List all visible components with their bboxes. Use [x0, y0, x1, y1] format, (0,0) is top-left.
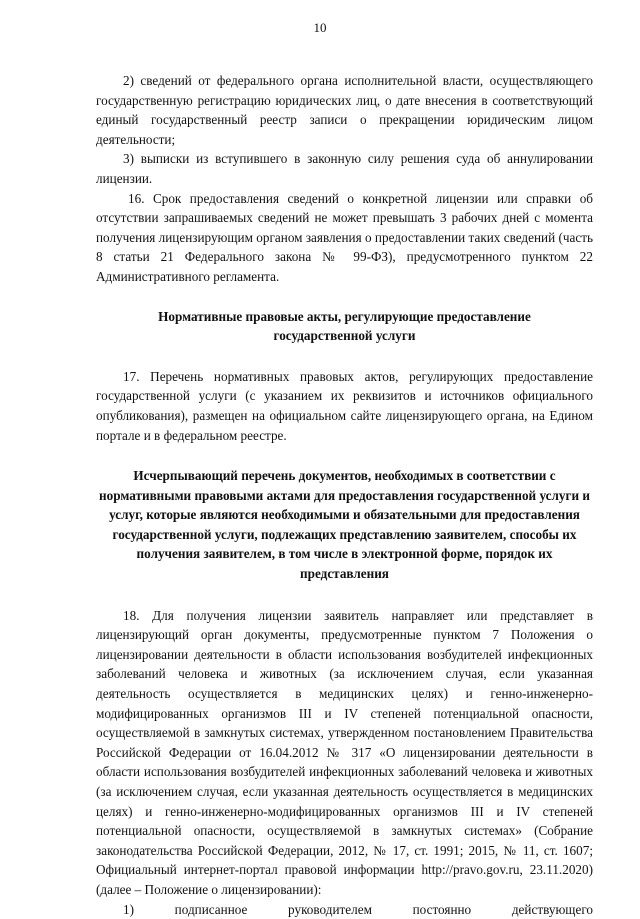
paragraph-16: 16. Срок предоставления сведений о конкретной лицензии или справки об отсутствии запрашиваемых сведений не может превышать 3 рабочих дней с момента получения лицензирующим органом заявления о предоставлении таких сведений (часть 8 статьи 21 Федерального закона № 99-ФЗ), предусмотренного пунктом 22 Административного регламента. [96, 190, 593, 284]
section-heading-documents-list: Исчерпывающий перечень документов, необходимых в соответствии с нормативными правовыми актами для предоставления государственной услуги и услуг, которые являются необходимыми и обязательными для предоставления государственной услуги, подлежащих представлению заявителем, способы их получения заявителем, в том числе в электронной форме, порядок их представления [99, 468, 590, 582]
paragraph-17: 17. Перечень нормативных правовых актов, регулирующих предоставление государственной услуги (с указанием их реквизитов и источников официального опубликования), размещен на официальном сайте лицензирующего органа, на Едином портале и в федеральном реестре. [96, 368, 593, 443]
paragraph-18-item-1: 1) подписанное руководителем постоянно действующего [123, 901, 593, 917]
page-number: 10 [313, 20, 327, 35]
paragraph-item-2: 2) сведений от федерального органа исполнительной власти, осуществляющего государственную регистрацию юридических лиц, о дате внесения в соответствующий единый государственный реестр записи о прекращении юридическим лицом деятельности; [96, 73, 593, 147]
paragraph-item-3: 3) выписки из вступившего в законную силу решения суда об аннулировании лицензии. [96, 151, 593, 186]
document-body [96, 71, 593, 919]
paragraph-18: 18. Для получения лицензии заявитель направляет или представляет в лицензирующий орган документы, предусмотренные пунктом 7 Положения о лицензировании деятельности в области использования возбудителей инфекционных заболеваний человека и животных (за исключением случая, если указанная деятельность осуществляется в медицинских целях) и генно-инженерно-модифицированных организмов III и IV степеней потенциальной опасности, осуществляемой в замкнутых системах, утвержденном постановлением Правительства Российской Федерации от 16.04.2012 № 317 «О лицензировании деятельности в области использования возбудителей инфекционных заболеваний человека и животных (за исключением случая, если указанная деятельность осуществляется в медицинских целях) и генно-инженерно-модифицированных организмов III и IV степеней потенциальной опасности, осуществляемой в замкнутых системах» (Собрание законодательства Российской Федерации, 2012, № 17, ст. 1991; 2015, № 11, ст. 1607; Официальный интернет-портал правовой информации http://pravo.gov.ru, 23.11.2020) (далее – Положение о лицензировании): [96, 607, 593, 897]
section-heading-normative-acts: Нормативные правовые акты, регулирующие предоставление государственной услуги [158, 308, 531, 344]
